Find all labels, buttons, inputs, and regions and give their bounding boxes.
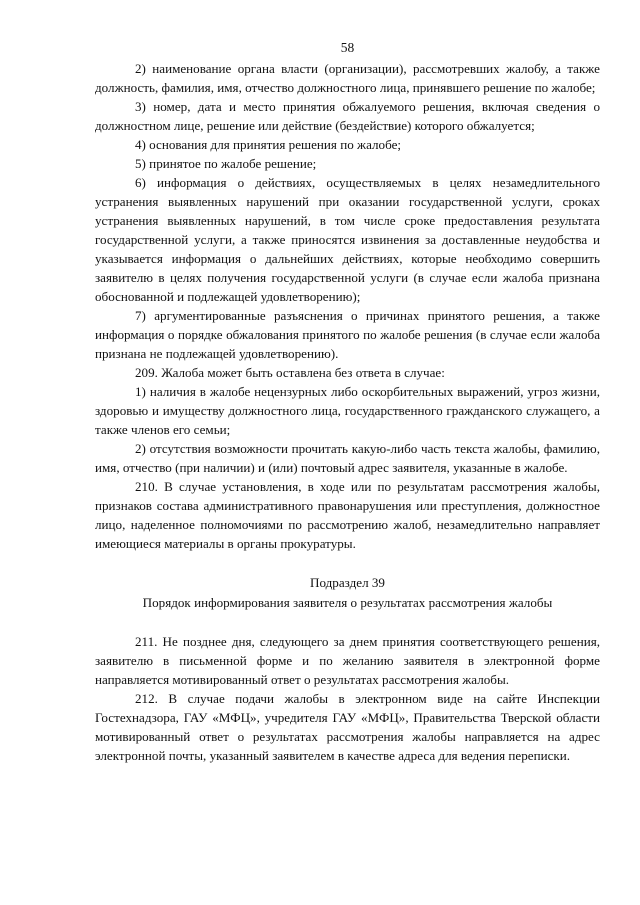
paragraph-209-item-2: 2) отсутствия возможности прочитать какую-либо часть текста жалобы, фамилию, имя, отчество (при наличии) и (или) почтовый адрес заявителя, указанные в жалобе. [95, 441, 600, 475]
paragraph-item-2-authority-name: 2) наименование органа власти (организации), рассмотревших жалобу, а также должность, фамилия, имя, отчество должностного лица, принявшего решение по жалобе; [95, 61, 600, 95]
paragraph-209-item-1: 1) наличия в жалобе нецензурных либо оскорбительных выражений, угроз жизни, здоровью и имуществу должностного лица, государственного гражданского служащего, а также членов его семьи; [95, 384, 600, 437]
paragraph-item-6-remedial-actions: 6) информация о действиях, осуществляемых в целях незамедлительного устранения выявленных нарушений при оказании государственной услуги, сроках устранения выявленных нарушений, в том числе сроке предоставления результата государственной услуги, а также приносятся извинения за доставленные неудобства и указывается информация о дальнейших действиях, которые необходимо совершить заявителю в целях получения государственной услуги (в случае если жалоба признана обоснованной и подлежащей удовлетворению); [95, 175, 600, 304]
document-page [95, 38, 600, 765]
paragraph-item-4-grounds: 4) основания для принятия решения по жалобе; [135, 137, 402, 152]
subsection-title: Подраздел 39 [310, 575, 385, 590]
paragraph-211-response: 211. Не позднее дня, следующего за днем принятия соответствующего решения, заявителю в письменной форме и по желанию заявителя в электронной форме направляется мотивированный ответ о результатах рассмотрения жалобы. [95, 634, 600, 687]
paragraph-209-no-response: 209. Жалоба может быть оставлена без ответа в случае: [135, 365, 445, 380]
page-number: 58 [340, 40, 355, 55]
paragraph-212-electronic-response: 212. В случае подачи жалобы в электронном виде на сайте Инспекции Гостехнадзора, ГАУ «МФЦ», учредителя ГАУ «МФЦ», Правительства Тверской области мотивированный ответ о результатах рассмотрения жалобы направляется на адрес электронной почты, указанный заявителем в качестве адреса для ведения переписки. [95, 691, 600, 763]
paragraph-item-7-explanations: 7) аргументированные разъяснения о причинах принятого решения, а также информация о порядке обжалования принятого по жалобе решения (в случае если жалоба признана не подлежащей удовлетворению). [95, 308, 600, 361]
paragraph-item-3-decision-details: 3) номер, дата и место принятия обжалуемого решения, включая сведения о должностном лице, решение или действие (бездействие) которого обжалуется; [95, 99, 600, 133]
paragraph-item-5-decision: 5) принятое по жалобе решение; [135, 156, 317, 171]
paragraph-210-prosecution: 210. В случае установления, в ходе или по результатам рассмотрения жалобы, признаков состава административного правонарушения или преступления, должностное лицо, наделенное полномочиями по рассмотрению жалоб, незамедлительно направляет имеющиеся материалы в органы прокуратуры. [95, 479, 600, 551]
subsection-heading: Порядок информирования заявителя о результатах рассмотрения жалобы [142, 595, 553, 610]
